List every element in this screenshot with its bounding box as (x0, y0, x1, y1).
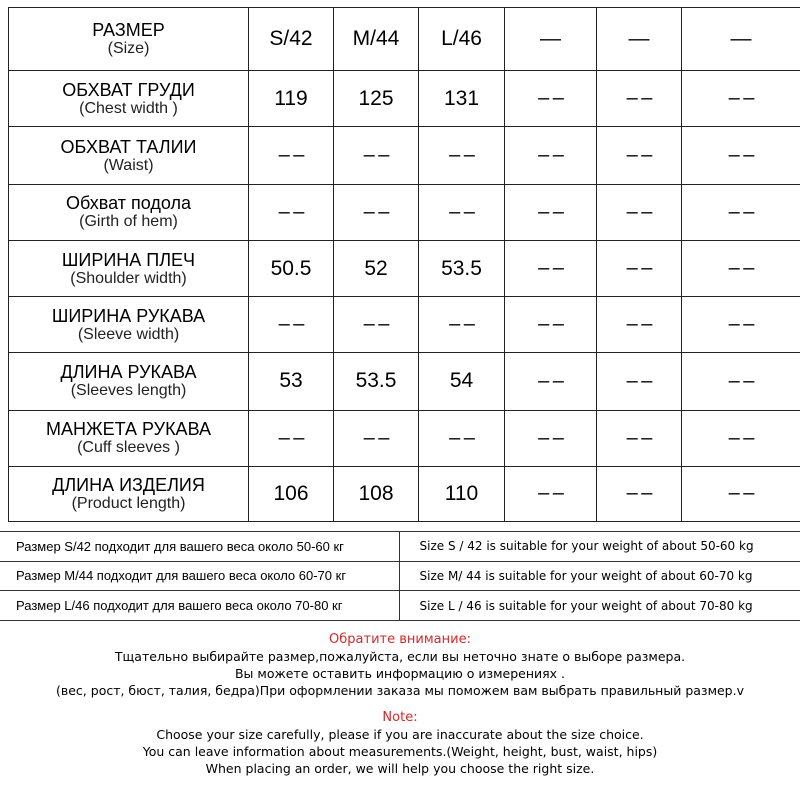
notes-section (0, 632, 800, 777)
weight-guide-body (0, 532, 800, 621)
measurement-label-ru: ОБХВАТ ГРУДИ (62, 79, 195, 100)
measurement-label-ru: ОБХВАТ ТАЛИИ (60, 136, 197, 157)
measurement-value: 53 (249, 353, 334, 410)
measurement-value: 53.5 (419, 240, 505, 296)
measurement-label-ru: ШИРИНА ПЛЕЧ (61, 249, 196, 270)
measurement-label-en: (Cuff sleeves ) (77, 439, 180, 457)
measurement-value: – – (419, 297, 505, 353)
measurement-label (9, 466, 249, 521)
measurement-label-ru: ДЛИНА ИЗДЕЛИЯ (52, 474, 205, 495)
measurement-value: – – (597, 410, 682, 466)
weight-text-en: Size L / 46 is suitable for your weight of about 70-80 kg (399, 591, 800, 621)
measurement-label-ru: МАНЖЕТА РУКАВА (46, 419, 211, 440)
measurement-value: 131 (419, 71, 505, 127)
measurement-label-ru: ШИРИНА РУКАВА (51, 305, 206, 326)
measurement-value: – – (505, 184, 597, 240)
measurement-label (9, 71, 249, 127)
note-line-en: When placing an order, we will help you choose the right size. (205, 761, 595, 776)
measurement-value: 125 (334, 71, 419, 127)
note-line-ru: Вы можете оставить информацию о измерениях . (234, 666, 566, 681)
measurement-label (9, 240, 249, 296)
measurement-value: – – (419, 127, 505, 184)
measurement-row (9, 240, 800, 296)
measurement-value: – – (334, 410, 419, 466)
measurement-value: 119 (249, 71, 334, 127)
measurement-value: – – (682, 466, 800, 521)
measurement-value: – – (597, 127, 682, 184)
measurement-row (9, 71, 800, 127)
measurement-value: – – (505, 297, 597, 353)
weight-row (0, 561, 800, 591)
measurement-label-en: (Chest width ) (79, 99, 178, 117)
measurement-label (9, 297, 249, 353)
measurement-value: – – (505, 410, 597, 466)
size-chart-table (8, 7, 800, 522)
note-title-ru: Обратите внимание: (329, 632, 471, 647)
measurement-value: – – (597, 353, 682, 410)
measurement-value: – – (249, 410, 334, 466)
weight-text-ru: Размер S/42 подходит для вашего веса около 50-60 кг (0, 532, 399, 562)
measurement-row (9, 353, 800, 410)
measurement-value: 53.5 (334, 353, 419, 410)
weight-text-en: Size S / 42 is suitable for your weight of about 50-60 kg (399, 532, 800, 562)
measurement-value: – – (682, 410, 800, 466)
measurement-label (9, 127, 249, 184)
weight-row (0, 591, 800, 621)
measurement-label-en: (Shoulder width) (70, 269, 187, 287)
measurement-label-en: (Sleeves length) (70, 382, 187, 400)
measurement-value: – – (682, 184, 800, 240)
measurement-value: 52 (334, 240, 419, 296)
size-col-header: — (597, 8, 682, 71)
measurement-value: – – (249, 297, 334, 353)
size-header-label (9, 8, 249, 71)
size-col-header: S/42 (249, 8, 334, 71)
measurement-value: – – (597, 297, 682, 353)
weight-text-ru: Размер L/46 подходит для вашего веса около 70-80 кг (0, 591, 399, 621)
size-header-title-ru: РАЗМЕР (92, 20, 165, 41)
measurement-row (9, 297, 800, 353)
measurement-value: – – (505, 466, 597, 521)
measurement-value: – – (505, 240, 597, 296)
measurement-value: – – (597, 466, 682, 521)
measurement-value: – – (249, 184, 334, 240)
measurement-label-en: (Waist) (103, 156, 154, 174)
measurement-value: – – (597, 184, 682, 240)
measurement-row (9, 127, 800, 184)
measurement-label (9, 184, 249, 240)
measurement-value: – – (597, 71, 682, 127)
weight-guide-table (0, 531, 800, 621)
measurement-value: – – (334, 127, 419, 184)
measurement-label-en: (Product length) (71, 494, 186, 512)
measurement-label-en: (Girth of hem) (79, 213, 178, 231)
note-line-en: Choose your size carefully, please if you are inaccurate about the size choice. (156, 727, 644, 742)
measurement-value: 106 (249, 466, 334, 521)
measurement-value: – – (419, 410, 505, 466)
size-col-header: M/44 (334, 8, 419, 71)
measurement-value: – – (597, 240, 682, 296)
measurement-value: – – (505, 353, 597, 410)
measurement-value: – – (505, 71, 597, 127)
measurement-label-ru: ДЛИНА РУКАВА (60, 362, 197, 383)
note-line-ru: (вес, рост, бюст, талия, бедра)При оформлении заказа мы поможем вам выбрать правильный размер.v (56, 683, 744, 698)
measurement-value: – – (682, 353, 800, 410)
measurement-value: 108 (334, 466, 419, 521)
note-line-ru: Тщательно выбирайте размер,пожалуйста, если вы неточно знате о выборе размера. (114, 649, 686, 664)
measurement-value: 50.5 (249, 240, 334, 296)
measurement-label (9, 410, 249, 466)
measurement-label (9, 353, 249, 410)
notes-spacer (0, 699, 800, 710)
measurement-value: – – (682, 240, 800, 296)
measurement-row (9, 184, 800, 240)
measurement-value: 54 (419, 353, 505, 410)
measurement-value: – – (249, 127, 334, 184)
weight-row (0, 532, 800, 562)
note-line-en: You can leave information about measurements.(Weight, height, bust, waist, hips) (142, 744, 658, 759)
measurement-row (9, 466, 800, 521)
measurement-value: – – (505, 127, 597, 184)
measurement-value: – – (419, 184, 505, 240)
weight-text-ru: Размер M/44 подходит для вашего веса около 60-70 кг (0, 561, 399, 591)
measurement-value: 110 (419, 466, 505, 521)
measurement-value: – – (682, 297, 800, 353)
measurement-label-en: (Sleeve width) (77, 325, 180, 343)
measurement-value: – – (334, 184, 419, 240)
measurement-row (9, 410, 800, 466)
measurement-value: – – (682, 71, 800, 127)
size-header-title-en: (Size) (107, 40, 150, 58)
measurement-value: – – (334, 297, 419, 353)
size-chart-body (9, 8, 800, 522)
size-col-header: — (505, 8, 597, 71)
size-header-row (9, 8, 800, 71)
weight-text-en: Size M/ 44 is suitable for your weight of about 60-70 kg (399, 561, 800, 591)
measurement-label-ru: Обхват подола (66, 193, 191, 214)
measurement-value: – – (682, 127, 800, 184)
note-title-en: Note: (382, 710, 418, 725)
size-col-header: L/46 (419, 8, 505, 71)
size-col-header: — (682, 8, 800, 71)
